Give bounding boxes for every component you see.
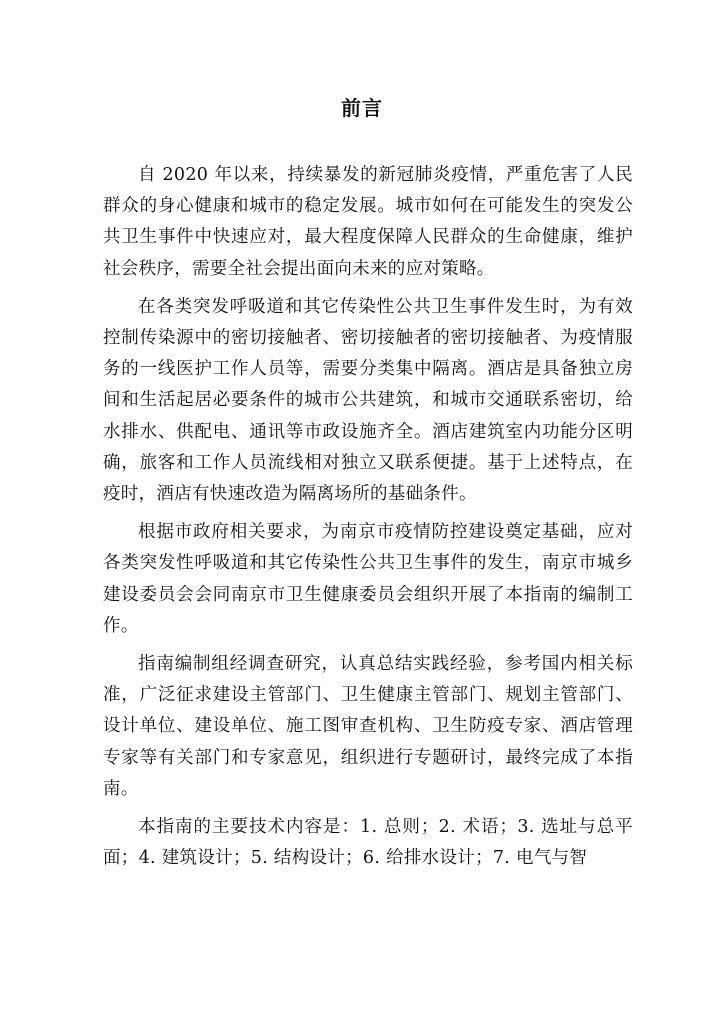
paragraph-5: 本指南的主要技术内容是：1. 总则；2. 术语；3. 选址与总平面；4. 建筑设计；5. 结构设计；6. 给排水设计；7. 电气与智	[103, 817, 633, 869]
document-body	[103, 160, 633, 881]
paragraph-4: 指南编制组经调查研究，认真总结实践经验，参考国内相关标准，广泛征求建设主管部门、卫生健康主管部门、规划主管部门、设计单位、建设单位、施工图审查机构、卫生防疫专家、酒店管理专家等有关部门和专家意见，组织进行专题研讨，最终完成了本指南。	[103, 654, 633, 799]
page-title: 前言	[341, 96, 383, 120]
paragraph-1: 自 2020 年以来，持续暴发的新冠肺炎疫情，严重危害了人民群众的身心健康和城市的稳定发展。城市如何在可能发生的突发公共卫生事件中快速应对，最大程度保障人民群众的生命健康，维护社会秩序，需要全社会提出面向未来的应对策略。	[103, 165, 633, 279]
paragraph-3: 根据市政府相关要求，为南京市疫情防控建设奠定基础，应对各类突发性呼吸道和其它传染性公共卫生事件的发生，南京市城乡建设委员会会同南京市卫生健康委员会组织开展了本指南的编制工作。	[103, 522, 633, 636]
paragraph-2: 在各类突发呼吸道和其它传染性公共卫生事件发生时，为有效控制传染源中的密切接触者、密切接触者的密切接触者、为疫情服务的一线医护工作人员等，需要分类集中隔离。酒店是具备独立房间和生活起居必要条件的城市公共建筑，和城市交通联系密切，给水排水、供配电、通讯等市政设施齐全。酒店建筑室内功能分区明确，旅客和工作人员流线相对独立又联系便捷。基于上述特点，在疫时，酒店有快速改造为隔离场所的基础条件。	[103, 296, 633, 505]
